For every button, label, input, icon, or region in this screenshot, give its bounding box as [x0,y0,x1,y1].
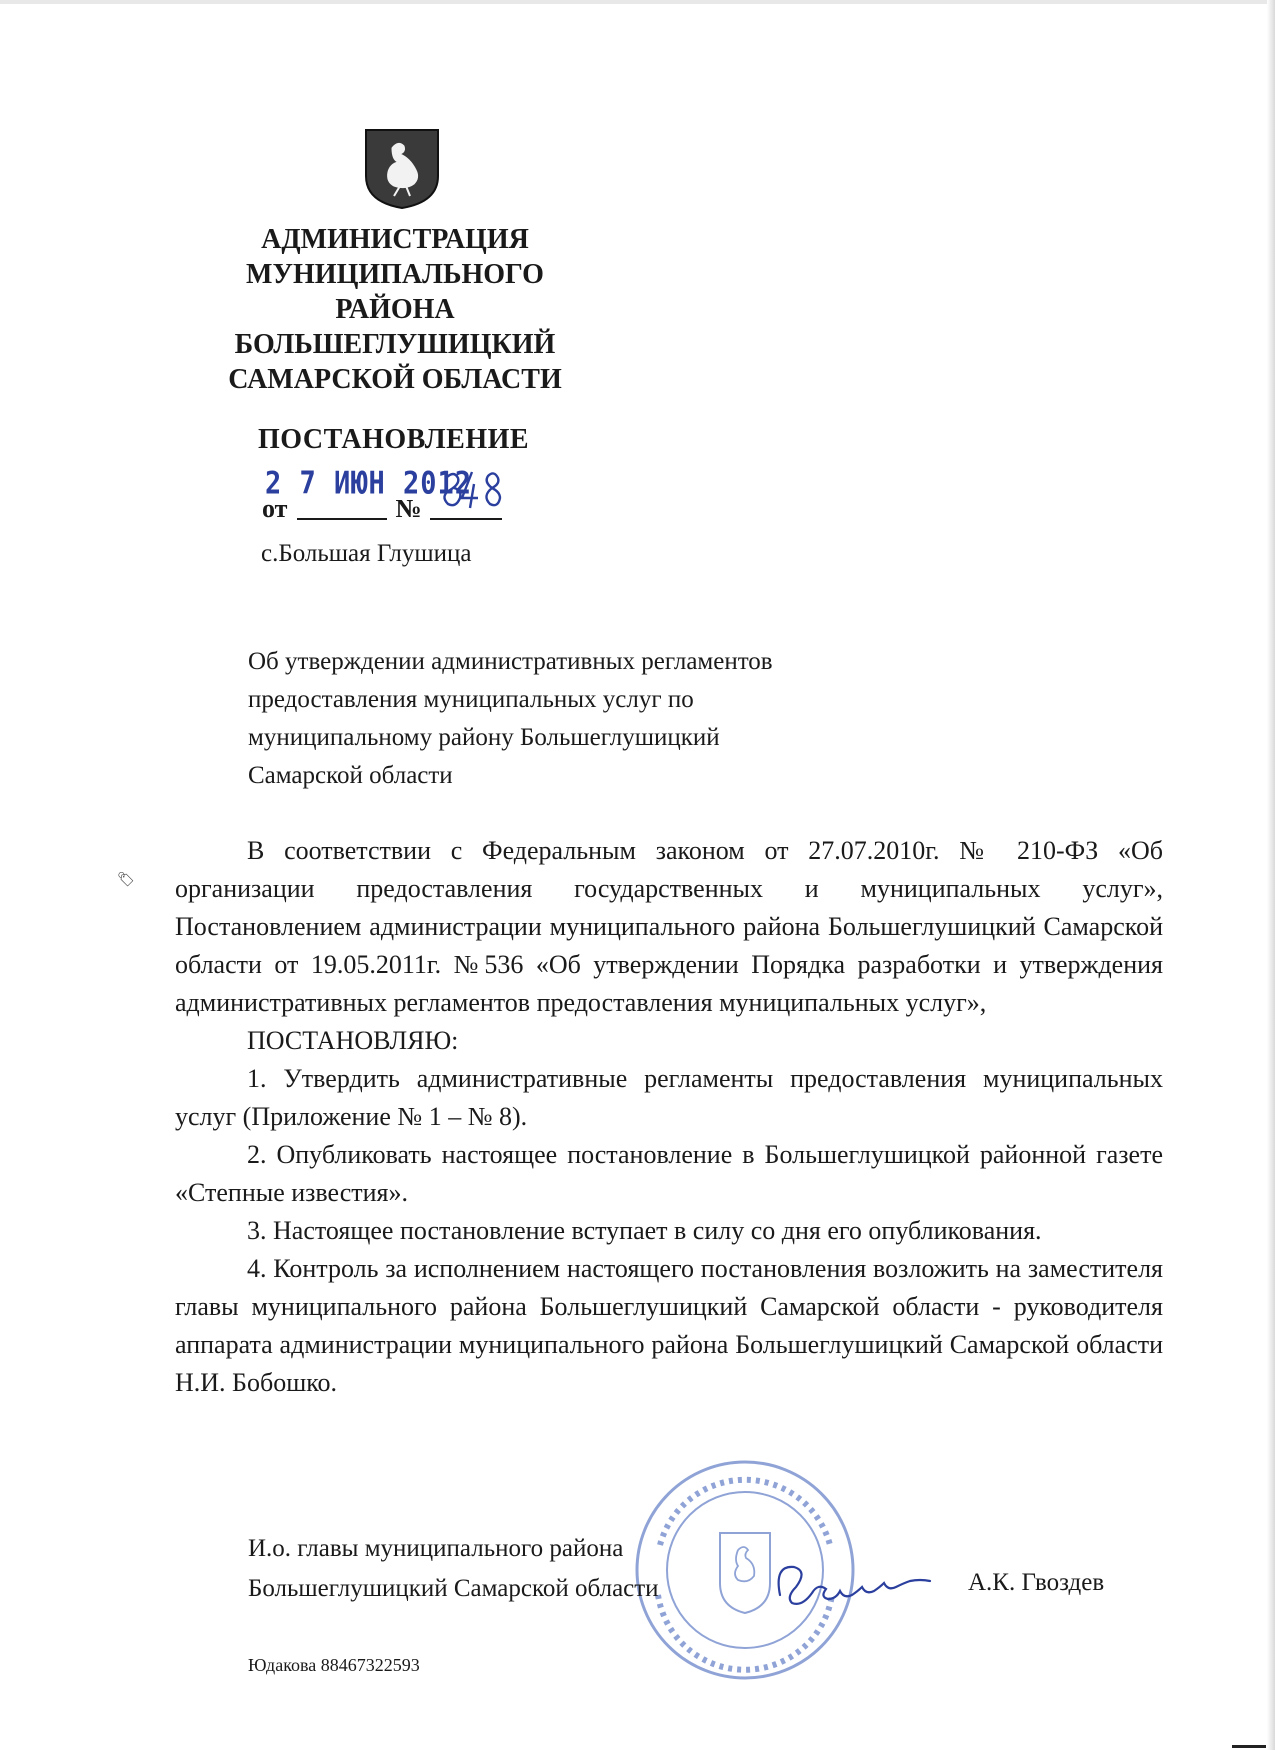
organization-name-line: АДМИНИСТРАЦИЯ [261,224,529,255]
subject-line: муниципальному району Большеглушицкий [248,724,720,751]
subject-line: Самарской области [248,762,453,789]
scan-speck: 🏷 [117,873,135,888]
scan-mark [1232,1745,1266,1748]
scan-top-edge [0,0,1275,4]
organization-name-line: БОЛЬШЕГЛУШИЦКИЙ [234,329,556,360]
document-body [175,832,1163,1402]
subject-line: предоставления муниципальных услуг по [248,686,694,713]
document-type: ПОСТАНОВЛЕНИЕ [258,424,530,455]
document-subject [248,643,888,795]
coat-of-arms-icon [362,128,442,210]
resolution-item: 1. Утвердить административные регламенты предоставления муниципальных услуг (Приложение № 1 – № 8). [175,1064,1163,1131]
resolution-item: 3. Настоящее постановление вступает в силу со дня его опубликования. [247,1216,1042,1245]
preamble-paragraph: В соответствии с Федеральным законом от 27.07.2010г. № 210-ФЗ «Об организации предоставления государственных и муниципальных услуг», Постановлением администрации муниципального района Большеглушицкий Самарской области от 19.05.2011г. №536 «Об утверждении Порядка разработки и утверждения административных регламентов предоставления муниципальных услуг», [175,836,1163,1017]
place-of-issue: с.Большая Глушица [261,540,472,567]
handwritten-number [440,468,504,512]
signatory-position-line: И.о. главы муниципального района [248,1535,624,1562]
date-blank [297,494,387,520]
date-stamp: 2 7 ИЮН 2012 [265,466,473,502]
signatory-position-line: Большеглушицкий Самарской области [248,1575,659,1602]
resolution-item: 2. Опубликовать настоящее постановление в Большеглушицкой районной газете «Степные известия». [175,1140,1163,1207]
signatory-position [248,1529,659,1609]
organization-name [200,222,590,397]
organization-name-line: САМАРСКОЙ ОБЛАСТИ [228,364,562,395]
resolve-heading: ПОСТАНОВЛЯЮ: [247,1026,459,1055]
contact-info: Юдакова 88467322593 [248,1655,420,1675]
organization-name-line: МУНИЦИПАЛЬНОГО [246,259,544,290]
scan-right-edge [1267,0,1275,1750]
organization-name-line: РАЙОНА [335,294,455,325]
subject-line: Об утверждении административных регламентов [248,648,773,675]
handwritten-signature [770,1555,970,1615]
date-prefix: от [262,494,288,523]
number-sign: № [395,494,422,523]
resolution-item: 4. Контроль за исполнением настоящего постановления возложить на заместителя главы муниципального района Большеглушицкий Самарской области - руководителя аппарата администрации муниципального района Большеглушицкий Самарской области Н.И. Бобошко. [175,1254,1163,1397]
signatory-name: А.К. Гвоздев [968,1569,1105,1596]
